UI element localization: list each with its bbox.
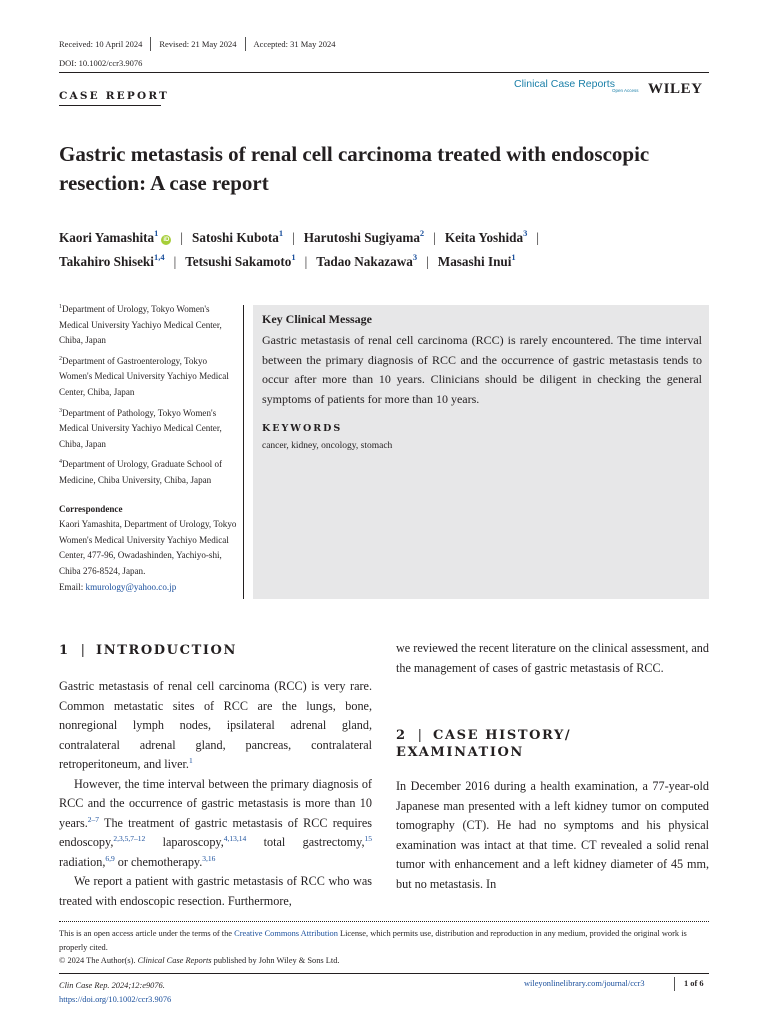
doi-link[interactable]: https://doi.org/10.1002/ccr3.9076	[59, 994, 172, 1004]
journal-site-link[interactable]: wileyonlinelibrary.com/journal/ccr3	[524, 979, 645, 988]
citation-info	[59, 979, 171, 1007]
divider	[245, 37, 246, 51]
author-name[interactable]: Tadao Nakazawa	[316, 253, 413, 269]
correspondence-text: Kaori Yamashita, Department of Urology, Tokyo Women's Medical University Yachiyo Medical Center, 477-96, Owadashinden, Yachiyo-shi, Chiba 276-8524, Japan.	[59, 519, 237, 576]
journal-citation: Clin Case Rep. 2024;12:e9076.	[59, 981, 165, 990]
citation-ref[interactable]: 15	[364, 834, 372, 843]
author-name[interactable]: Keita Yoshida	[444, 230, 524, 245]
author-affil-ref[interactable]: 1	[511, 251, 516, 262]
header-rule	[59, 72, 709, 73]
citation-ref[interactable]: 1	[188, 756, 193, 765]
author-affil-ref[interactable]: 2	[419, 228, 425, 238]
affiliations-sidebar	[59, 302, 237, 595]
introduction-text	[59, 677, 372, 911]
paragraph: In December 2016 during a health examination, a 77-year-old Japanese man presented with a left kidney tumor on computed tomography (CT). He had no symptoms and his physical examination was intact at that time. CT revealed a solid renal tumor with enhancement and a left kidney diameter of 45 mm, but no metastasis. In	[396, 779, 709, 891]
author-name[interactable]: Satoshi Kubota	[192, 230, 279, 245]
correspondence-label: Correspondence	[59, 503, 123, 514]
affiliation: $^3$Department of Pathology, Tokyo Women's Medical University Yachiyo Medical Center, Chiba, Japan	[59, 407, 222, 449]
introduction-text-continued	[396, 639, 709, 678]
author-affil-ref[interactable]: 1,4	[153, 251, 165, 262]
paragraph: we reviewed the recent literature on the clinical assessment, and the management of cases of gastric metastasis of RCC.	[396, 641, 709, 675]
paragraph: However, the time interval between the primary diagnosis of RCC and the occurrence of gastric metastasis is more than 10 years.$^{2-7}$ The treatment of gastric metastasis of RCC requires endoscopy,$^{2,3,5,7-12}$ laparoscopy,$^{4,13,14}$ total gastrectomy,$^{15}$ radiation,$^{6,9}$ or chemotherapy.$^{3,16}$	[59, 776, 372, 869]
citation-ref[interactable]: 4,13,14	[223, 834, 247, 843]
author-name[interactable]: Tetsushi Sakamoto	[185, 253, 292, 269]
article-dates	[59, 37, 335, 51]
key-message-body: Gastric metastasis of renal cell carcinoma (RCC) is rarely encountered. The time interval between the primary diagnosis of RCC and the occurrence of gastric metastasis tends to occur after more than 10 years. Clinicians should be diligent in checking the general symptoms of patients for more than 10 years.	[262, 333, 702, 406]
page-number: 1 of 6	[684, 979, 704, 988]
author-affil-ref[interactable]: 3	[523, 228, 528, 238]
author-affil-ref[interactable]: 3	[412, 251, 418, 262]
author-affil-ref[interactable]: 1	[154, 228, 159, 238]
divider	[674, 977, 675, 991]
author-affil-ref[interactable]: 1	[278, 228, 284, 238]
publisher-logo[interactable]: WILEY	[648, 81, 703, 97]
section-heading-introduction: 1 | INTRODUCTION	[59, 643, 237, 658]
open-access-logo: Open Access	[612, 88, 639, 93]
keywords: cancer, kidney, oncology, stomach	[262, 441, 393, 451]
keywords-label: KEYWORDS	[262, 423, 343, 434]
section-heading-case-history: 2 | CASE HISTORY/ EXAMINATION	[396, 728, 572, 760]
key-message-title: Key Clinical Message	[262, 312, 372, 326]
received-date: Received: 10 April 2024	[59, 39, 143, 49]
author-name[interactable]: Kaori Yamashita	[59, 230, 155, 245]
paragraph: Gastric metastasis of renal cell carcinoma (RCC) is very rare. Common metastatic sites of RCC are the lungs, bone, nonregional lymph nodes, ipsilateral adrenal gland, contralateral adrenal gland, pancreas, contralateral retroperitoneum, and liver.$^1$	[59, 679, 372, 771]
accepted-date: Accepted: 31 May 2024	[253, 39, 336, 49]
citation-ref[interactable]: 2–7	[87, 814, 100, 824]
citation-ref[interactable]: 2,3,5,7–12	[113, 834, 146, 843]
author-affil-ref[interactable]: 1	[291, 251, 296, 262]
license-footnote: This is an open access article under the terms of the Creative Commons Attribution License, which permits use, distribution and reproduction in any medium, provided the original work is properly cited. © 2024 The Author(s). Clinical Case Reports published by John Wiley & Sons Ltd.	[59, 929, 687, 965]
license-link[interactable]: Creative Commons Attribution	[234, 929, 338, 938]
footer-dotted-rule	[59, 921, 709, 922]
footer-rule	[59, 973, 709, 974]
paragraph: We report a patient with gastric metastasis of RCC who was treated with endoscopic resection. Furthermore,	[59, 874, 372, 908]
orcid-icon[interactable]: iD	[163, 237, 170, 243]
email-link[interactable]: kmurology@yahoo.co.jp	[85, 581, 177, 592]
divider	[150, 37, 151, 51]
revised-date: Revised: 21 May 2024	[159, 39, 237, 49]
author-name[interactable]: Harutoshi Sugiyama	[303, 230, 420, 245]
sidebar-divider	[243, 305, 244, 599]
article-title: Gastric metastasis of renal cell carcinoma treated with endoscopic resection: A case report	[59, 142, 650, 195]
author-name[interactable]: Takahiro Shiseki	[59, 253, 154, 269]
journal-logo[interactable]: Clinical Case Reports	[514, 78, 615, 90]
author-name[interactable]: Masashi Inui	[437, 253, 512, 269]
case-history-text	[396, 777, 709, 894]
affiliation: $^4$Department of Urology, Graduate School of Medicine, Chiba University, Chiba, Japan	[59, 459, 223, 485]
article-type: CASE REPORT	[59, 90, 170, 102]
correspondence-email: Email: kmurology@yahoo.co.jp	[59, 581, 177, 592]
affiliation: $^1$Department of Urology, Tokyo Women's Medical University Yachiyo Medical Center, Chiba, Japan	[59, 304, 222, 346]
citation-ref[interactable]: 3,16	[202, 853, 216, 863]
author-list: Kaori Yamashita$^1$iD | Satoshi Kubota$^1$ | Harutoshi Sugiyama$^2$ | Keita Yoshida$^3$ | Takahiro Shiseki$^{1,4}$ | Tetsushi Sakamoto$^1$ | Tadao Nakazawa$^3$ | Masashi Inui$^1$	[59, 228, 539, 269]
doi: DOI: 10.1002/ccr3.9076	[59, 58, 143, 68]
citation-ref[interactable]: 6,9	[105, 853, 115, 863]
affiliation: $^2$Department of Gastroenterology, Tokyo Women's Medical University Yachiyo Medical Center, Chiba, Japan	[59, 355, 229, 397]
article-type-underline	[59, 105, 161, 106]
